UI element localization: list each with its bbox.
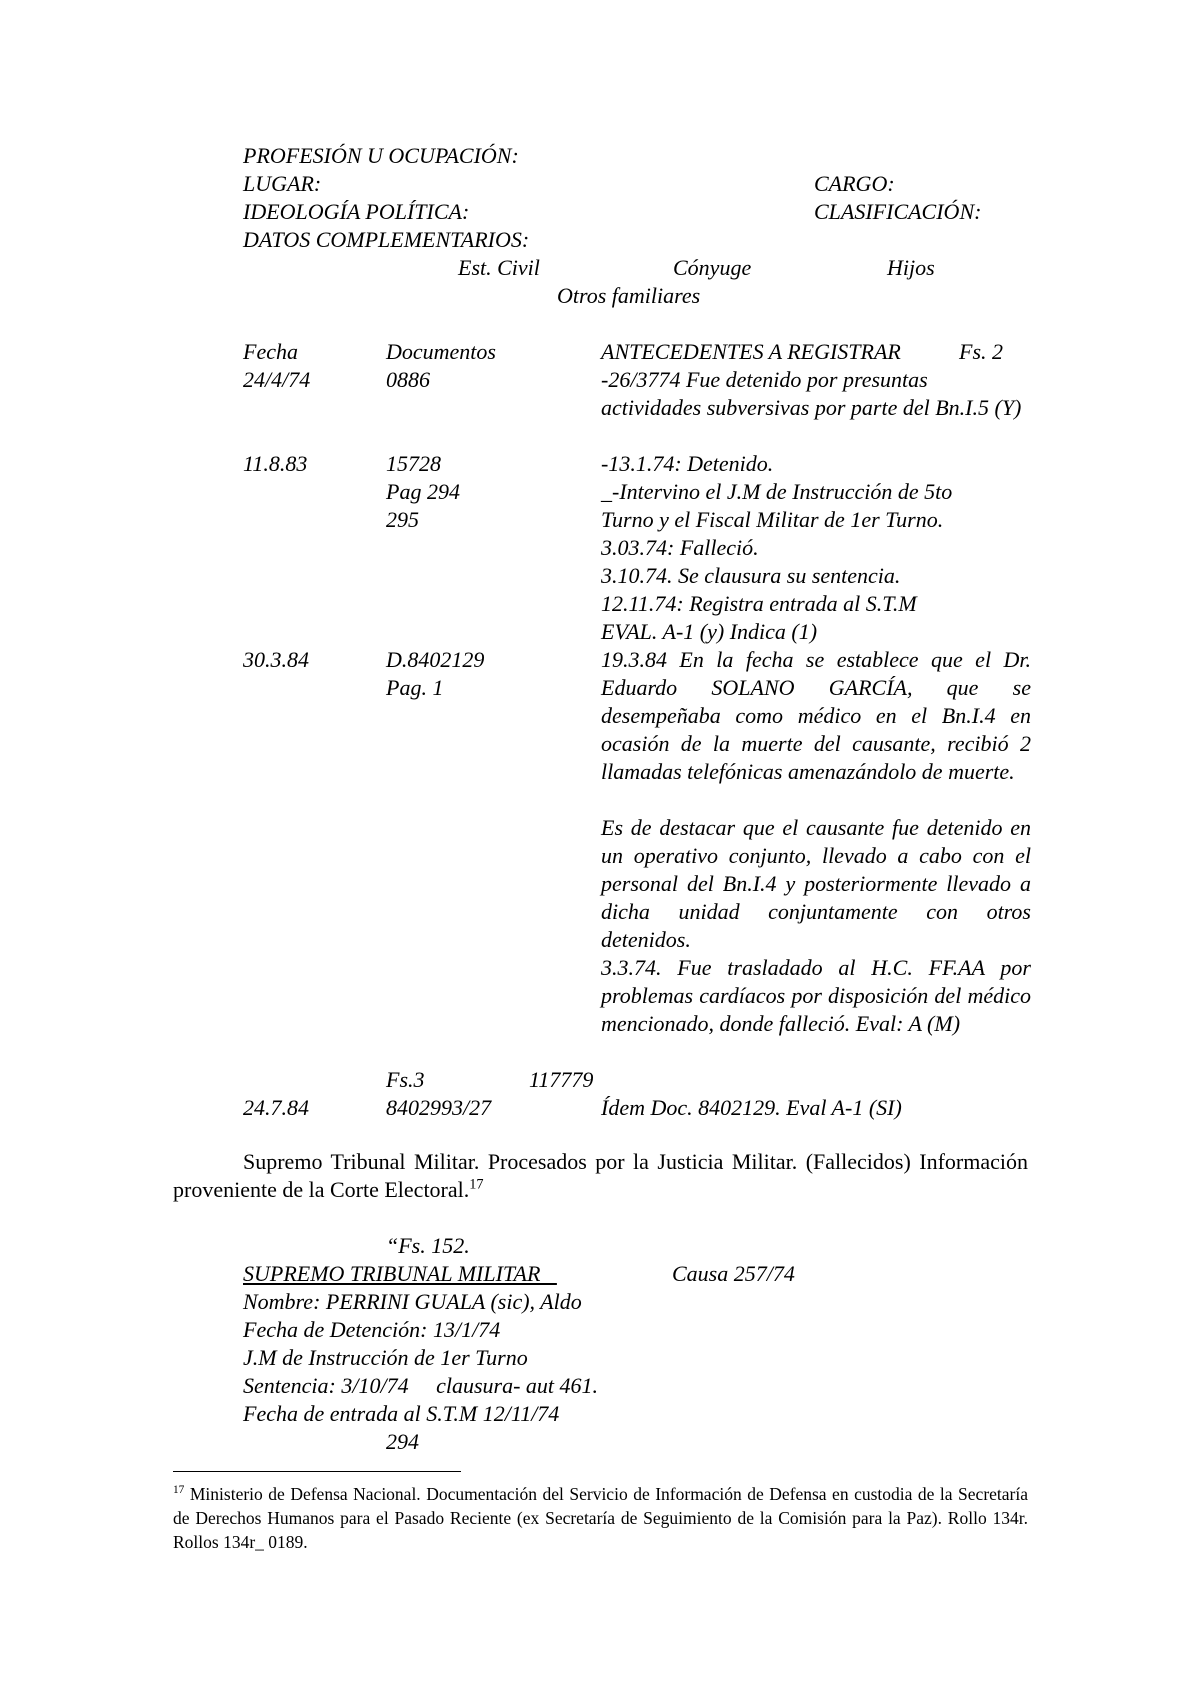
col-header-fecha: Fecha — [243, 339, 298, 364]
quote-fecha-detencion: Fecha de Detención: 13/1/74 — [243, 1317, 501, 1342]
quote-jm: J.M de Instrucción de 1er Turno — [243, 1345, 528, 1370]
quote-tribunal: SUPREMO TRIBUNAL MILITAR — [243, 1261, 557, 1286]
row4-fecha: 24.7.84 — [243, 1095, 309, 1120]
row3-fecha: 30.3.84 — [243, 647, 309, 672]
row2-doc: Pag 294 — [386, 479, 460, 504]
field-datos-complementarios: DATOS COMPLEMENTARIOS: — [243, 227, 530, 252]
footnote-number: 17 — [173, 1484, 185, 1497]
body-paragraph-text: Supremo Tribunal Militar. Procesados por la Justicia Militar. (Fallecidos) Información proveniente de la Corte Electoral. — [173, 1149, 1028, 1202]
footnote-reference[interactable]: 17 — [469, 1176, 484, 1193]
col-header-fs: Fs. 2 — [959, 339, 1003, 364]
row2-line: -13.1.74: Detenido. — [601, 451, 774, 476]
field-cargo: CARGO: — [814, 171, 895, 196]
row2-line: Turno y el Fiscal Militar de 1er Turno. — [601, 507, 944, 532]
field-lugar: LUGAR: — [243, 171, 322, 196]
quote-fs: “Fs. 152. — [386, 1233, 470, 1258]
quote-sentencia: Sentencia: 3/10/74 clausura- aut 461. — [243, 1373, 599, 1398]
col-header-documentos: Documentos — [386, 339, 496, 364]
field-otros-familiares: Otros familiares — [557, 283, 701, 308]
row3-para: Es de destacar que el causante fue detenido en un operativo conjunto, llevado a cabo con el personal del Bn.I.4 y posteriormente llevado a dicha unidad conjuntamente con otros detenidos. — [601, 815, 1031, 952]
row2-line: 3.10.74. Se clausura su sentencia. — [601, 563, 901, 588]
row2-fecha: 11.8.83 — [243, 451, 308, 476]
row3-para: 3.3.74. Fue trasladado al H.C. FF.AA por problemas cardíacos por disposición del médico mencionado, donde falleció. Eval: A (M) — [601, 955, 1031, 1036]
row3-doc: Pag. 1 — [386, 675, 444, 700]
quote-causa: Causa 257/74 — [672, 1261, 795, 1286]
quote-number: 294 — [386, 1429, 419, 1454]
row1-fecha: 24/4/74 — [243, 367, 311, 392]
row3-para: 19.3.84 En la fecha se establece que el Dr. Eduardo SOLANO GARCÍA, que se desempeñaba como médico en el Bn.I.4 en ocasión de la muerte del causante, recibió 2 llamadas telefónicas amenazándolo de muerte. — [601, 647, 1031, 784]
field-ideologia: IDEOLOGÍA POLÍTICA: — [243, 199, 470, 224]
footnote — [173, 1482, 1028, 1554]
quote-fecha-entrada: Fecha de entrada al S.T.M 12/11/74 — [243, 1401, 560, 1426]
row1-doc: 0886 — [386, 367, 430, 392]
col-header-antecedentes: ANTECEDENTES A REGISTRAR — [601, 339, 901, 364]
body-paragraph — [173, 1148, 1028, 1204]
fs3-number: 117779 — [529, 1067, 594, 1092]
row2-line: 3.03.74: Falleció. — [601, 535, 759, 560]
row2-doc: 15728 — [386, 451, 441, 476]
field-est-civil: Est. Civil — [458, 255, 540, 280]
row2-line: EVAL. A-1 (y) Indica (1) — [601, 619, 818, 644]
row1-text: -26/3774 Fue detenido por presuntas actividades subversivas por parte del Bn.I.5 (Y) — [601, 367, 1022, 420]
quote-nombre: Nombre: PERRINI GUALA (sic), Aldo — [243, 1289, 582, 1314]
field-clasificacion: CLASIFICACIÓN: — [814, 199, 982, 224]
row3-doc: D.8402129 — [386, 647, 485, 672]
field-conyuge: Cónyuge — [673, 255, 752, 280]
row4-text: Ídem Doc. 8402129. Eval A-1 (SI) — [601, 1095, 902, 1120]
fs3-label: Fs.3 — [386, 1067, 425, 1092]
row2-line: _-Intervino el J.M de Instrucción de 5to — [601, 479, 953, 504]
footnote-separator — [173, 1471, 461, 1472]
row4-doc: 8402993/27 — [386, 1095, 492, 1120]
row2-line: 12.11.74: Registra entrada al S.T.M — [601, 591, 917, 616]
footnote-text: Ministerio de Defensa Nacional. Documentación del Servicio de Información de Defensa en custodia de la Secretaría de Derechos Humanos para el Pasado Reciente (ex Secretaría de Seguimiento de la Comisión para la Paz). Rollo 134r. Rollos 134r_ 0189. — [173, 1484, 1029, 1552]
field-hijos: Hijos — [887, 255, 935, 280]
field-profesion: PROFESIÓN U OCUPACIÓN: — [243, 143, 519, 168]
row2-doc: 295 — [386, 507, 419, 532]
